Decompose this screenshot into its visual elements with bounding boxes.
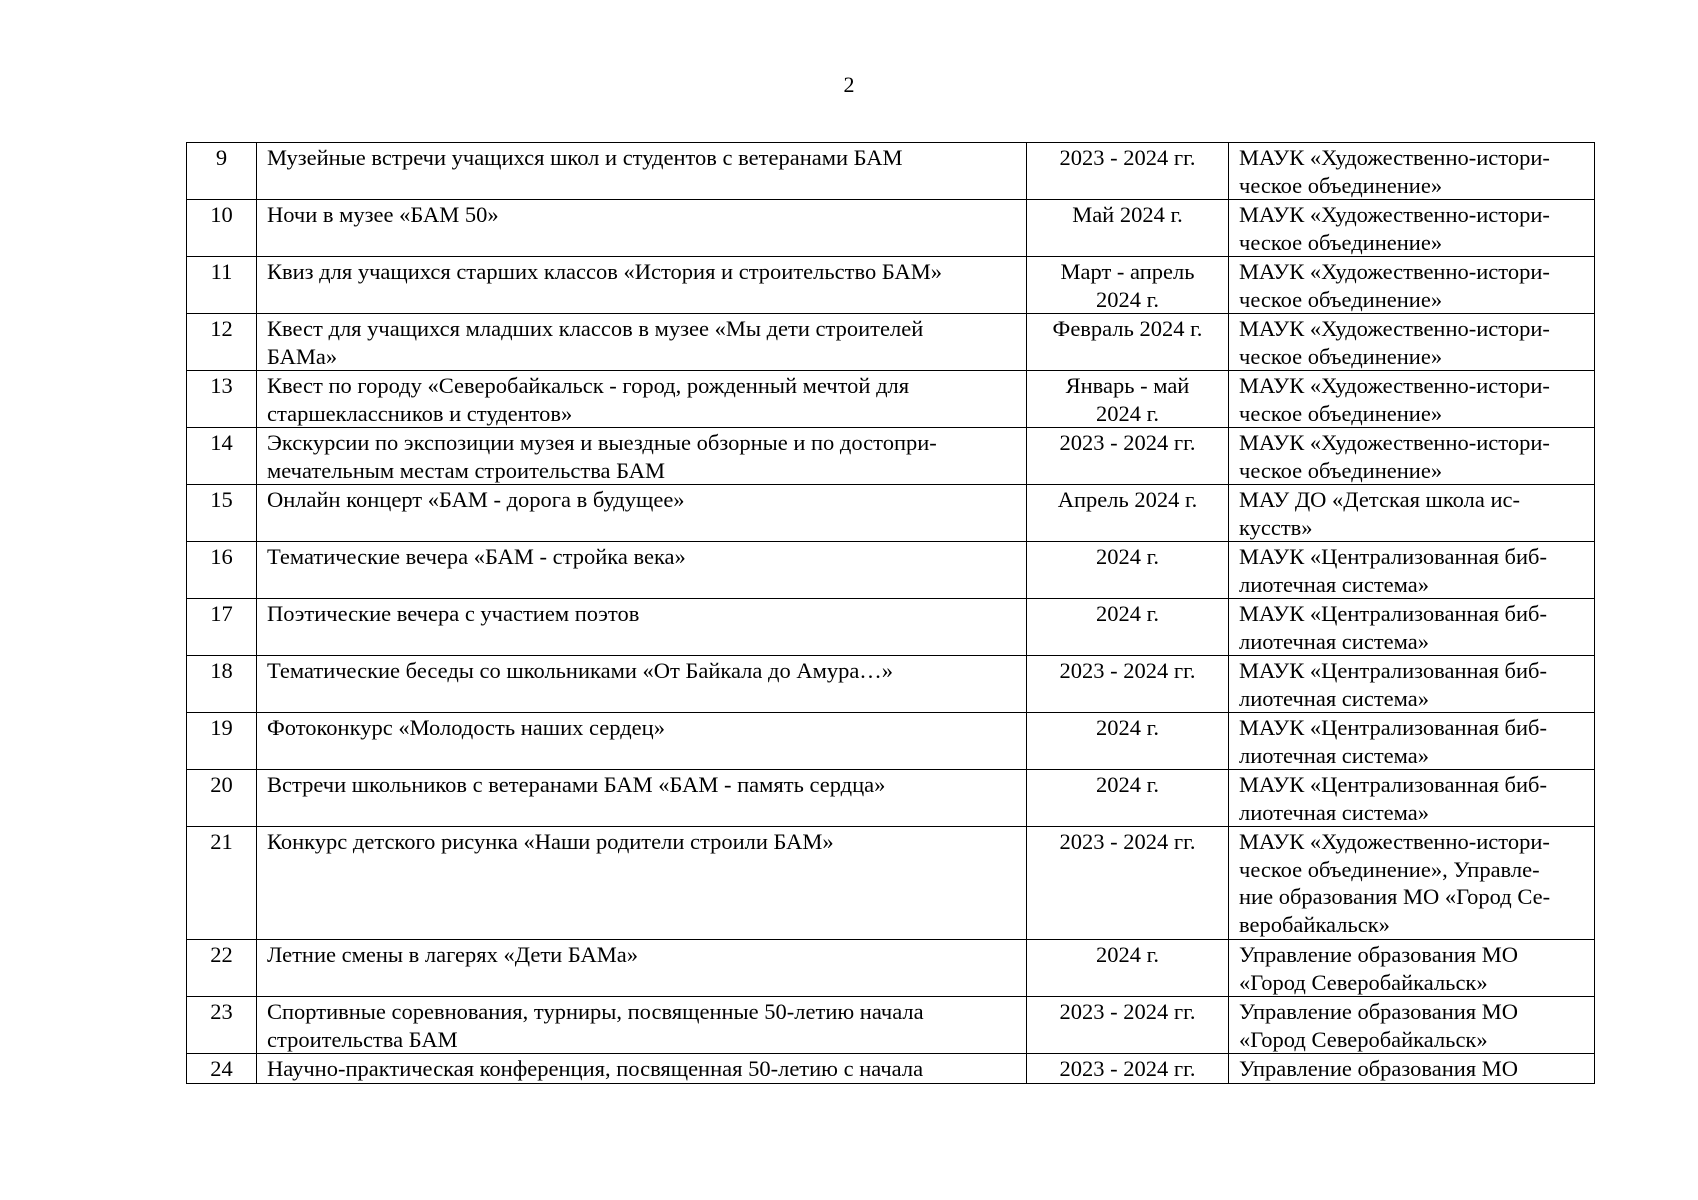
- event-name: Летние смены в лагерях «Дети БАМа»: [257, 940, 1027, 997]
- row-number: 16: [187, 542, 257, 599]
- event-date: 2024 г.: [1027, 940, 1229, 997]
- event-date: 2024 г.: [1027, 713, 1229, 770]
- event-name: Онлайн концерт «БАМ - дорога в будущее»: [257, 485, 1027, 542]
- event-date: Январь - май 2024 г.: [1027, 371, 1229, 428]
- event-name: Музейные встречи учащихся школ и студентов с ветеранами БАМ: [257, 143, 1027, 200]
- event-name: Ночи в музее «БАМ 50»: [257, 200, 1027, 257]
- event-name: Квиз для учащихся старших классов «История и строительство БАМ»: [257, 257, 1027, 314]
- responsible-organization: МАУК «Художественно-истори- ческое объединение»: [1229, 428, 1595, 485]
- event-date: 2023 - 2024 гг.: [1027, 827, 1229, 940]
- event-name: Экскурсии по экспозиции музея и выездные обзорные и по достопри- мечательным местам строительства БАМ: [257, 428, 1027, 485]
- table-row: [187, 200, 1595, 257]
- event-name: Тематические беседы со школьниками «От Байкала до Амура…»: [257, 656, 1027, 713]
- table-row: [187, 257, 1595, 314]
- table-row: [187, 143, 1595, 200]
- event-date: 2024 г.: [1027, 542, 1229, 599]
- row-number: 18: [187, 656, 257, 713]
- table-row: [187, 997, 1595, 1054]
- table-row: [187, 940, 1595, 997]
- event-date: 2023 - 2024 гг.: [1027, 997, 1229, 1054]
- event-name: Научно-практическая конференция, посвященная 50-летию с начала: [257, 1054, 1027, 1084]
- event-date: 2024 г.: [1027, 599, 1229, 656]
- event-name: Квест по городу «Северобайкальск - город, рожденный мечтой для старшеклассников и студентов»: [257, 371, 1027, 428]
- event-name: Поэтические вечера с участием поэтов: [257, 599, 1027, 656]
- table-row: [187, 428, 1595, 485]
- table-row: [187, 713, 1595, 770]
- event-name: Встречи школьников с ветеранами БАМ «БАМ - память сердца»: [257, 770, 1027, 827]
- table-row: [187, 485, 1595, 542]
- event-date: 2023 - 2024 гг.: [1027, 143, 1229, 200]
- event-date: 2024 г.: [1027, 770, 1229, 827]
- row-number: 11: [187, 257, 257, 314]
- responsible-organization: МАУК «Централизованная биб- лиотечная система»: [1229, 713, 1595, 770]
- row-number: 15: [187, 485, 257, 542]
- row-number: 17: [187, 599, 257, 656]
- row-number: 21: [187, 827, 257, 940]
- table-row: [187, 542, 1595, 599]
- responsible-organization: Управление образования МО: [1229, 1054, 1595, 1084]
- responsible-organization: Управление образования МО «Город Северобайкальск»: [1229, 997, 1595, 1054]
- row-number: 12: [187, 314, 257, 371]
- table-row: [187, 599, 1595, 656]
- event-date: Апрель 2024 г.: [1027, 485, 1229, 542]
- responsible-organization: Управление образования МО «Город Северобайкальск»: [1229, 940, 1595, 997]
- responsible-organization: МАУК «Централизованная биб- лиотечная система»: [1229, 599, 1595, 656]
- event-name: Тематические вечера «БАМ - стройка века»: [257, 542, 1027, 599]
- responsible-organization: МАУК «Централизованная биб- лиотечная система»: [1229, 656, 1595, 713]
- table-row: [187, 371, 1595, 428]
- responsible-organization: МАУК «Художественно-истори- ческое объединение»: [1229, 257, 1595, 314]
- row-number: 24: [187, 1054, 257, 1084]
- responsible-organization: МАУ ДО «Детская школа ис- кусств»: [1229, 485, 1595, 542]
- responsible-organization: МАУК «Художественно-истори- ческое объединение»: [1229, 314, 1595, 371]
- event-name: Фотоконкурс «Молодость наших сердец»: [257, 713, 1027, 770]
- row-number: 9: [187, 143, 257, 200]
- table-row: [187, 1054, 1595, 1084]
- event-date: 2023 - 2024 гг.: [1027, 656, 1229, 713]
- responsible-organization: МАУК «Художественно-истори- ческое объединение», Управле- ние образования МО «Город Се- веробайкальск»: [1229, 827, 1595, 940]
- page-number: 2: [843, 72, 855, 97]
- row-number: 22: [187, 940, 257, 997]
- table-row: [187, 314, 1595, 371]
- event-date: Май 2024 г.: [1027, 200, 1229, 257]
- events-table: [186, 142, 1595, 1084]
- responsible-organization: МАУК «Централизованная биб- лиотечная система»: [1229, 770, 1595, 827]
- row-number: 23: [187, 997, 257, 1054]
- event-date: 2023 - 2024 гг.: [1027, 1054, 1229, 1084]
- event-date: 2023 - 2024 гг.: [1027, 428, 1229, 485]
- responsible-organization: МАУК «Художественно-истори- ческое объединение»: [1229, 200, 1595, 257]
- table-row: [187, 827, 1595, 940]
- responsible-organization: МАУК «Централизованная биб- лиотечная система»: [1229, 542, 1595, 599]
- event-name: Квест для учащихся младших классов в музее «Мы дети строителей БАМа»: [257, 314, 1027, 371]
- row-number: 14: [187, 428, 257, 485]
- row-number: 13: [187, 371, 257, 428]
- event-date: Февраль 2024 г.: [1027, 314, 1229, 371]
- responsible-organization: МАУК «Художественно-истори- ческое объединение»: [1229, 371, 1595, 428]
- table-row: [187, 656, 1595, 713]
- event-name: Конкурс детского рисунка «Наши родители строили БАМ»: [257, 827, 1027, 940]
- row-number: 19: [187, 713, 257, 770]
- event-date: Март - апрель 2024 г.: [1027, 257, 1229, 314]
- table-row: [187, 770, 1595, 827]
- row-number: 20: [187, 770, 257, 827]
- event-name: Спортивные соревнования, турниры, посвященные 50-летию начала строительства БАМ: [257, 997, 1027, 1054]
- row-number: 10: [187, 200, 257, 257]
- responsible-organization: МАУК «Художественно-истори- ческое объединение»: [1229, 143, 1595, 200]
